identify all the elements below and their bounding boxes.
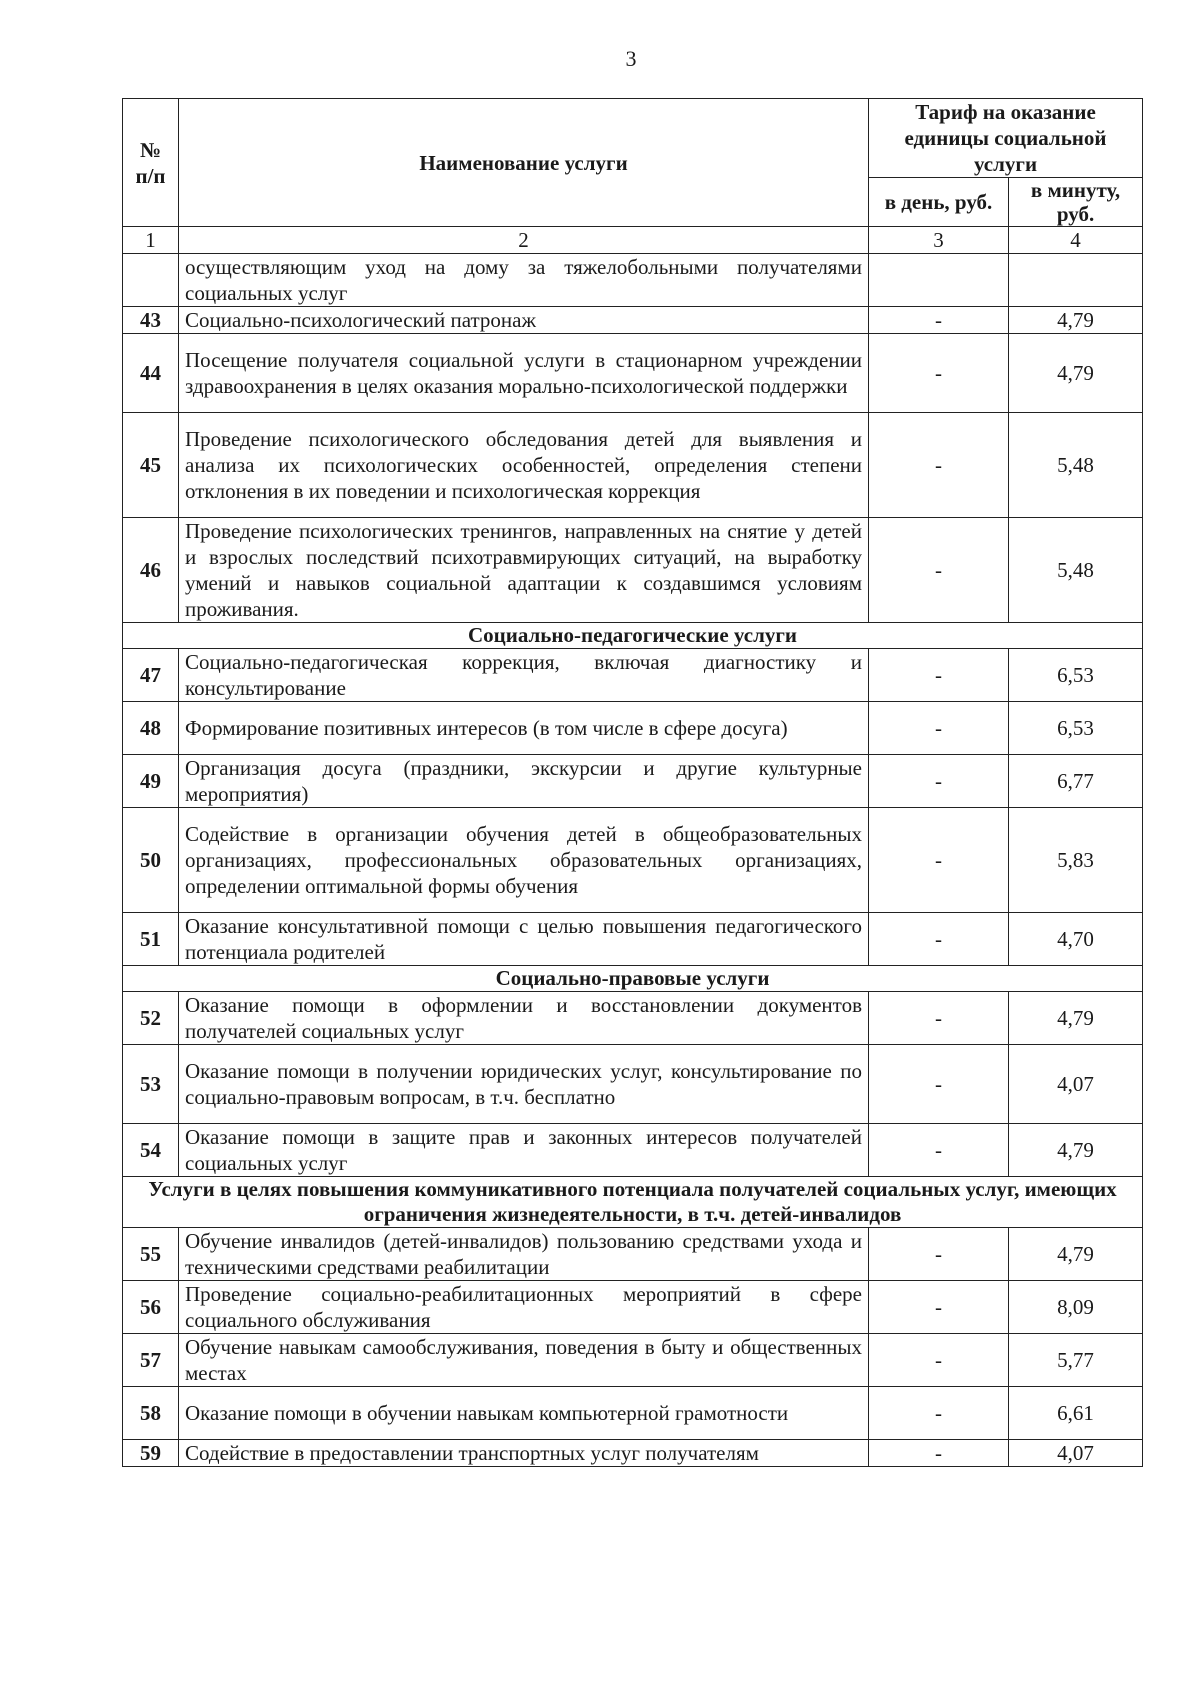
row-number: 52 — [123, 992, 179, 1045]
tariff-per-day — [869, 254, 1009, 307]
table-row — [123, 1045, 1143, 1124]
tariff-per-day: - — [869, 413, 1009, 518]
row-number: 44 — [123, 334, 179, 413]
row-number: 48 — [123, 702, 179, 755]
row-number: 53 — [123, 1045, 179, 1124]
column-number: 2 — [179, 227, 869, 254]
service-name: Социально-педагогическая коррекция, включая диагностику и консультирование — [179, 649, 869, 702]
table-row — [123, 1281, 1143, 1334]
row-number: 50 — [123, 808, 179, 913]
column-number-row — [123, 227, 1143, 254]
service-name: Оказание помощи в обучении навыкам компьютерной грамотности — [179, 1387, 869, 1440]
tariff-per-minute: 4,79 — [1009, 1124, 1143, 1177]
tariff-per-day: - — [869, 1387, 1009, 1440]
table-row — [123, 649, 1143, 702]
tariff-per-day: - — [869, 518, 1009, 623]
tariff-per-minute: 4,07 — [1009, 1440, 1143, 1467]
tariff-per-day: - — [869, 755, 1009, 808]
header-per-day: в день, руб. — [869, 178, 1009, 227]
tariff-per-day: - — [869, 1440, 1009, 1467]
tariff-per-day: - — [869, 649, 1009, 702]
table-row — [123, 1124, 1143, 1177]
tariff-per-minute: 8,09 — [1009, 1281, 1143, 1334]
tariff-per-day: - — [869, 808, 1009, 913]
header-num: № п/п — [123, 99, 179, 227]
table-row — [123, 702, 1143, 755]
tariff-per-day: - — [869, 1045, 1009, 1124]
row-number: 49 — [123, 755, 179, 808]
tariff-table — [122, 98, 1143, 1467]
tariff-per-day: - — [869, 1281, 1009, 1334]
table-row — [123, 1334, 1143, 1387]
page-number: 3 — [625, 46, 637, 71]
table-row — [123, 307, 1143, 334]
row-number: 54 — [123, 1124, 179, 1177]
table-row — [123, 808, 1143, 913]
row-number: 47 — [123, 649, 179, 702]
tariff-per-day: - — [869, 992, 1009, 1045]
tariff-per-minute: 6,77 — [1009, 755, 1143, 808]
tariff-per-minute: 4,79 — [1009, 992, 1143, 1045]
service-name: Проведение психологического обследования детей для выявления и анализа их психологических особенностей, определения степени отклонения в их поведении и психологическая коррекция — [179, 413, 869, 518]
service-name: Оказание помощи в получении юридических услуг, консультирование по социально-правовым вопросам, в т.ч. бесплатно — [179, 1045, 869, 1124]
column-number: 1 — [123, 227, 179, 254]
tariff-per-minute: 4,70 — [1009, 913, 1143, 966]
table-row — [123, 1440, 1143, 1467]
service-name: Формирование позитивных интересов (в том числе в сфере досуга) — [179, 702, 869, 755]
tariff-per-minute: 6,53 — [1009, 649, 1143, 702]
row-number: 59 — [123, 1440, 179, 1467]
tariff-per-day: - — [869, 702, 1009, 755]
tariff-per-minute: 4,79 — [1009, 307, 1143, 334]
service-name: Содействие в организации обучения детей в общеобразовательных организациях, профессиональных образовательных организациях, определении оптимальной формы обучения — [179, 808, 869, 913]
service-name: Оказание помощи в защите прав и законных интересов получателей социальных услуг — [179, 1124, 869, 1177]
table-row — [123, 518, 1143, 623]
tariff-per-minute: 5,48 — [1009, 413, 1143, 518]
tariff-per-minute: 6,61 — [1009, 1387, 1143, 1440]
tariff-per-minute: 5,83 — [1009, 808, 1143, 913]
section-heading-row — [123, 1177, 1143, 1228]
row-number: 56 — [123, 1281, 179, 1334]
row-number: 58 — [123, 1387, 179, 1440]
row-number: 51 — [123, 913, 179, 966]
section-heading-row — [123, 966, 1143, 992]
tariff-per-day: - — [869, 334, 1009, 413]
service-name: Организация досуга (праздники, экскурсии и другие культурные мероприятия) — [179, 755, 869, 808]
tariff-per-day: - — [869, 1334, 1009, 1387]
service-name: Проведение социально-реабилитационных мероприятий в сфере социального обслуживания — [179, 1281, 869, 1334]
service-name: Оказание консультативной помощи с целью повышения педагогического потенциала родителей — [179, 913, 869, 966]
service-name: Оказание помощи в оформлении и восстановлении документов получателей социальных услуг — [179, 992, 869, 1045]
section-heading: Социально-педагогические услуги — [123, 623, 1143, 649]
tariff-per-minute — [1009, 254, 1143, 307]
tariff-per-minute: 5,48 — [1009, 518, 1143, 623]
table-row — [123, 334, 1143, 413]
service-name: Обучение инвалидов (детей-инвалидов) пользованию средствами ухода и техническими средствами реабилитации — [179, 1228, 869, 1281]
service-name: Обучение навыкам самообслуживания, поведения в быту и общественных местах — [179, 1334, 869, 1387]
service-name: Содействие в предоставлении транспортных услуг получателям — [179, 1440, 869, 1467]
section-heading: Социально-правовые услуги — [123, 966, 1143, 992]
table-row — [123, 755, 1143, 808]
tariff-per-minute: 6,53 — [1009, 702, 1143, 755]
header-name: Наименование услуги — [179, 99, 869, 227]
tariff-per-day: - — [869, 1124, 1009, 1177]
header-per-minute: в минуту, руб. — [1009, 178, 1143, 227]
tariff-per-day: - — [869, 1228, 1009, 1281]
service-name: Посещение получателя социальной услуги в стационарном учреждении здравоохранения в целях оказания морально-психологической поддержки — [179, 334, 869, 413]
tariff-per-minute: 4,79 — [1009, 334, 1143, 413]
table-row-continuation — [123, 254, 1143, 307]
table-row — [123, 1228, 1143, 1281]
section-heading: Услуги в целях повышения коммуникативного потенциала получателей социальных услуг, имеющих ограничения жизнедеятельности, в т.ч. детей-инвалидов — [123, 1177, 1143, 1228]
row-number: 43 — [123, 307, 179, 334]
row-number — [123, 254, 179, 307]
tariff-per-minute: 5,77 — [1009, 1334, 1143, 1387]
row-number: 45 — [123, 413, 179, 518]
header-tariff: Тариф на оказание единицы социальной услуги — [869, 99, 1143, 178]
section-heading-row — [123, 623, 1143, 649]
service-name: Социально-психологический патронаж — [179, 307, 869, 334]
row-number: 55 — [123, 1228, 179, 1281]
table-row — [123, 992, 1143, 1045]
table-row — [123, 413, 1143, 518]
tariff-per-minute: 4,07 — [1009, 1045, 1143, 1124]
tariff-per-day: - — [869, 307, 1009, 334]
tariff-per-minute: 4,79 — [1009, 1228, 1143, 1281]
row-number: 46 — [123, 518, 179, 623]
row-number: 57 — [123, 1334, 179, 1387]
tariff-per-day: - — [869, 913, 1009, 966]
table-row — [123, 1387, 1143, 1440]
table-row — [123, 913, 1143, 966]
service-name: Проведение психологических тренингов, направленных на снятие у детей и взрослых последствий психотравмирующих ситуаций, на выработку умений и навыков социальной адаптации к создавшимся условиям проживания. — [179, 518, 869, 623]
column-number: 4 — [1009, 227, 1143, 254]
service-name: осуществляющим уход на дому за тяжелобольными получателями социальных услуг — [179, 254, 869, 307]
column-number: 3 — [869, 227, 1009, 254]
